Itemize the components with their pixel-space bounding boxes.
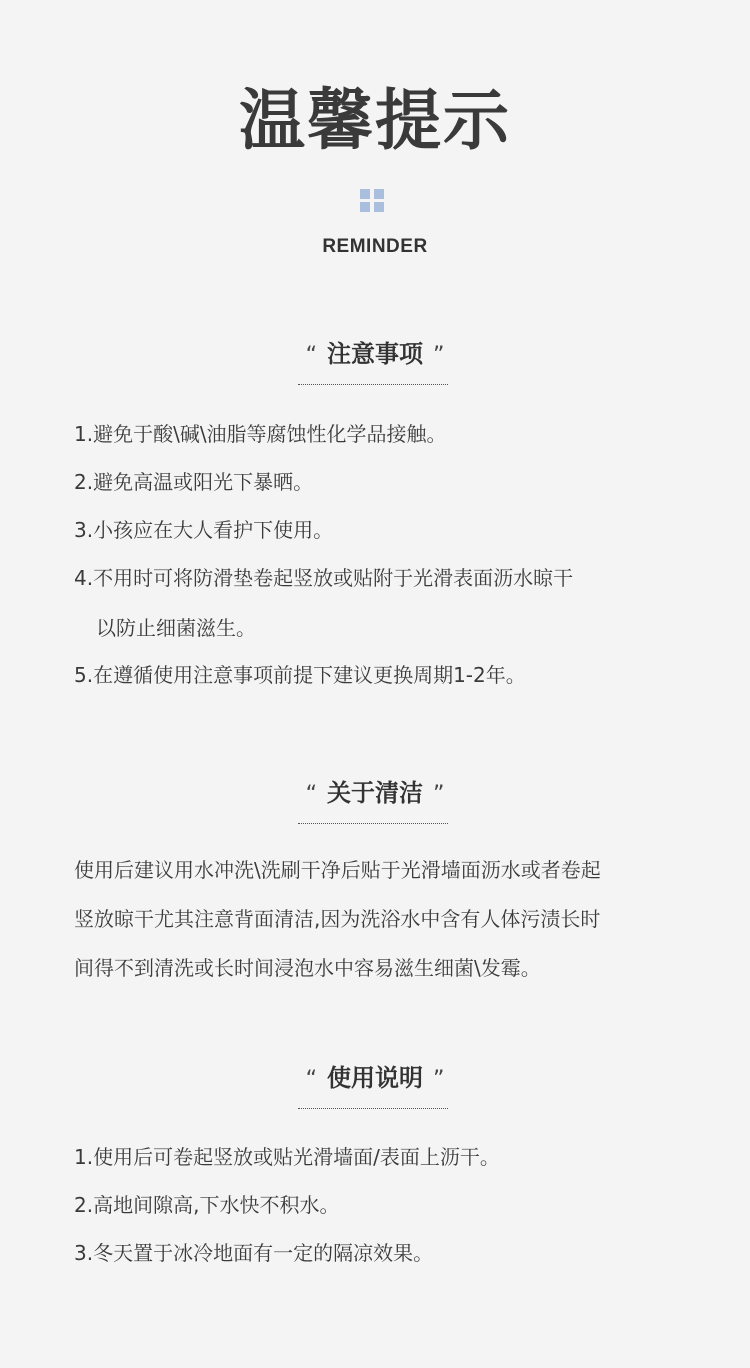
- section-title: 使用说明: [327, 1064, 423, 1092]
- section-title: 关于清洁: [327, 779, 423, 807]
- close-quote: ”: [433, 343, 445, 368]
- list-item: 2.避免高温或阳光下暴晒。: [74, 470, 314, 494]
- list-item-continuation: 以防止细菌滋生。: [96, 616, 256, 640]
- close-quote: ”: [433, 782, 445, 807]
- four-squares-grid-icon: [360, 189, 385, 213]
- section-heading-usage: [0, 1066, 750, 1091]
- open-quote: “: [305, 343, 317, 368]
- list-item: 5.在遵循使用注意事项前提下建议更换周期1-2年。: [74, 663, 526, 687]
- list-item: 2.高地间隙高,下水快不积水。: [74, 1193, 340, 1217]
- list-item: 1.避免于酸\碱\油脂等腐蚀性化学品接触。: [74, 422, 447, 446]
- dotted-divider: [298, 823, 448, 824]
- dotted-divider: [298, 384, 448, 385]
- paragraph-line: 使用后建议用水冲洗\洗刷干净后贴于光滑墙面沥水或者卷起: [74, 858, 601, 882]
- page-title: 温馨提示: [239, 82, 511, 159]
- list-item: 4.不用时可将防滑垫卷起竖放或贴附于光滑表面沥水晾干: [74, 566, 574, 590]
- section-heading-cleaning: [0, 781, 750, 806]
- close-quote: ”: [433, 1067, 445, 1092]
- section-title: 注意事项: [327, 340, 423, 368]
- open-quote: “: [305, 782, 317, 807]
- open-quote: “: [305, 1067, 317, 1092]
- section-heading-precautions: [0, 342, 750, 367]
- paragraph-line: 竖放晾干尤其注意背面清洁,因为洗浴水中含有人体污渍长时: [74, 907, 601, 931]
- list-item: 3.冬天置于冰冷地面有一定的隔凉效果。: [74, 1241, 434, 1265]
- page-subtitle: REMINDER: [322, 236, 428, 257]
- list-item: 3.小孩应在大人看护下使用。: [74, 518, 334, 542]
- paragraph-line: 间得不到清洗或长时间浸泡水中容易滋生细菌\发霉。: [74, 956, 541, 980]
- list-item: 1.使用后可卷起竖放或贴光滑墙面/表面上沥干。: [74, 1145, 500, 1169]
- dotted-divider: [298, 1108, 448, 1109]
